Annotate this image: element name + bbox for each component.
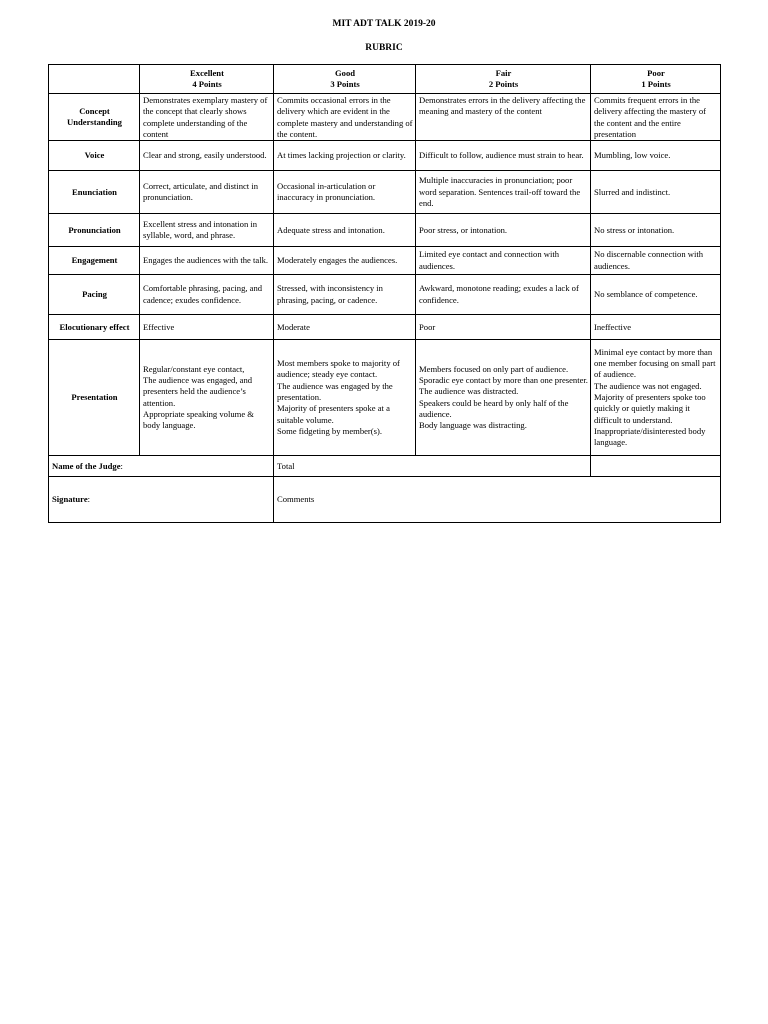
cell-fair: Limited eye contact and connection with audiences. <box>416 247 591 275</box>
criterion-label: Concept Understanding <box>49 94 140 141</box>
judge-label: Name of the Judge <box>52 460 121 471</box>
cell-good: Stressed, with inconsistency in phrasing, pacing, or cadence. <box>274 275 416 315</box>
row-pronunciation <box>49 214 721 247</box>
cell-good: At times lacking projection or clarity. <box>274 141 416 171</box>
judge-total-row <box>49 456 721 477</box>
cell-good: Moderately engages the audiences. <box>274 247 416 275</box>
column-header-poor <box>591 65 721 94</box>
cell-poor: Mumbling, low voice. <box>591 141 721 171</box>
cell-poor: Ineffective <box>591 315 721 340</box>
row-pacing <box>49 275 721 315</box>
rubric-table <box>48 64 721 523</box>
signature-label: Signature <box>52 494 88 505</box>
row-elocutionary-effect <box>49 315 721 340</box>
column-header-good <box>274 65 416 94</box>
cell-fair: Poor <box>416 315 591 340</box>
cell-fair: Demonstrates errors in the delivery affecting the meaning and mastery of the content <box>416 94 591 141</box>
total-value-field[interactable] <box>591 456 721 477</box>
document-subtitle: RUBRIC <box>365 43 403 53</box>
row-presentation <box>49 340 721 456</box>
cell-excellent: Comfortable phrasing, pacing, and cadence; exudes confidence. <box>140 275 274 315</box>
cell-good: Moderate <box>274 315 416 340</box>
level-label: Poor <box>647 68 665 78</box>
criterion-label: Pacing <box>49 275 140 315</box>
cell-fair: Members focused on only part of audience. Sporadic eye contact by more than one presenter. The audience was distracted. Speakers could be heard by only half of the audience. Body language was distracting. <box>416 340 591 456</box>
header-row <box>49 65 721 94</box>
cell-excellent: Excellent stress and intonation in syllable, word, and phrase. <box>140 214 274 247</box>
cell-poor: Slurred and indistinct. <box>591 171 721 214</box>
cell-excellent: Engages the audiences with the talk. <box>140 247 274 275</box>
row-concept-understanding <box>49 94 721 141</box>
signature-comments-row <box>49 477 721 523</box>
cell-fair: Multiple inaccuracies in pronunciation; poor word separation. Sentences trail-off toward the end. <box>416 171 591 214</box>
criterion-label: Engagement <box>49 247 140 275</box>
row-voice <box>49 141 721 171</box>
column-header-fair <box>416 65 591 94</box>
criterion-label: Pronunciation <box>49 214 140 247</box>
cell-good: Occasional in-articulation or inaccuracy in pronunciation. <box>274 171 416 214</box>
criterion-label: Presentation <box>49 340 140 456</box>
points-label: 3 Points <box>330 79 360 90</box>
cell-poor: No semblance of competence. <box>591 275 721 315</box>
cell-fair: Poor stress, or intonation. <box>416 214 591 247</box>
cell-good: Commits occasional errors in the delivery which are evident in the complete mastery and understanding of the content. <box>274 94 416 141</box>
signature-field[interactable]: Signature: <box>49 477 274 523</box>
row-engagement <box>49 247 721 275</box>
cell-excellent: Effective <box>140 315 274 340</box>
cell-poor: No discernable connection with audiences. <box>591 247 721 275</box>
cell-poor: Commits frequent errors in the delivery affecting the mastery of the content and the entire presentation <box>591 94 721 141</box>
level-label: Excellent <box>190 68 224 78</box>
cell-excellent: Regular/constant eye contact, The audience was engaged, and presenters held the audience’s attention. Appropriate speaking volume & body language. <box>140 340 274 456</box>
cell-good: Most members spoke to majority of audience; steady eye contact. The audience was engaged by the presentation. Majority of presenters spoke at a suitable volume. Some fidgeting by member(s). <box>274 340 416 456</box>
points-label: 4 Points <box>192 79 222 90</box>
criterion-header <box>49 65 140 94</box>
judge-name-field[interactable]: Name of the Judge: <box>49 456 274 477</box>
cell-excellent: Demonstrates exemplary mastery of the concept that clearly shows complete understanding of the content <box>140 94 274 141</box>
cell-excellent: Correct, articulate, and distinct in pronunciation. <box>140 171 274 214</box>
criterion-label: Elocutionary effect <box>49 315 140 340</box>
cell-poor: No stress or intonation. <box>591 214 721 247</box>
level-label: Fair <box>495 68 512 78</box>
points-label: 2 Points <box>488 79 519 90</box>
cell-fair: Awkward, monotone reading; exudes a lack of confidence. <box>416 275 591 315</box>
comments-field[interactable] <box>274 477 721 523</box>
document-title: MIT ADT TALK 2019-20 <box>332 19 436 29</box>
criterion-label: Voice <box>49 141 140 171</box>
cell-fair: Difficult to follow, audience must strain to hear. <box>416 141 591 171</box>
level-label: Good <box>334 68 356 78</box>
total-label: Total <box>274 456 591 477</box>
cell-excellent: Clear and strong, easily understood. <box>140 141 274 171</box>
cell-poor: Minimal eye contact by more than one member focusing on small part of audience. The audience was not engaged. Majority of presenters spoke too quickly or quietly making it difficult to understand. Inappropriate/disinterested body language. <box>591 340 721 456</box>
points-label: 1 Points <box>641 79 671 90</box>
column-header-excellent <box>140 65 274 94</box>
criterion-label: Enunciation <box>49 171 140 214</box>
comments-label: Comments <box>277 494 315 505</box>
row-enunciation <box>49 171 721 214</box>
cell-good: Adequate stress and intonation. <box>274 214 416 247</box>
